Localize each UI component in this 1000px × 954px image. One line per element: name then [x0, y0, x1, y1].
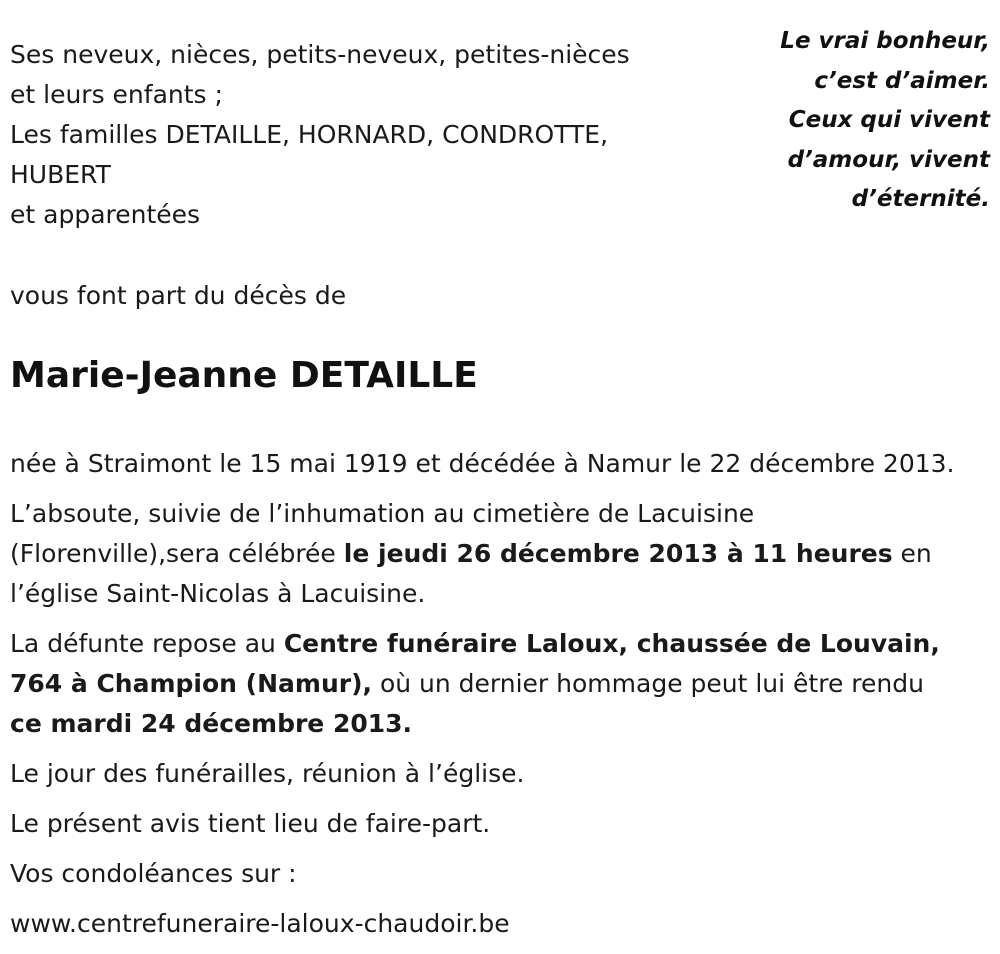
notice-body [10, 444, 995, 954]
repose-line-2 [10, 664, 995, 704]
funeral-meeting-text: Le jour des funérailles, réunion à l’église. [10, 759, 525, 788]
absoute-line-3: l’église Saint-Nicolas à Lacuisine. [10, 579, 426, 608]
condolences-paragraph [10, 854, 995, 894]
website-link[interactable]: www.centrefuneraire-laloux-chaudoir.be [10, 909, 510, 938]
announcement-intro: vous font part du décès de [10, 281, 347, 310]
family-line: et leurs enfants ; [10, 80, 223, 109]
repose-line-3 [10, 704, 995, 744]
absoute-line-2 [10, 534, 995, 574]
birth-death-paragraph [10, 444, 995, 484]
family-line: HUBERT [10, 160, 111, 189]
notice-text: Le présent avis tient lieu de faire-part. [10, 809, 491, 838]
condolences-label: Vos condoléances sur : [10, 859, 297, 888]
visitation-date: ce mardi 24 décembre 2013. [10, 709, 413, 738]
repose-line-1-text: La défunte repose au [10, 629, 284, 658]
repose-line-2-text: où un dernier hommage peut lui être rendu [372, 669, 924, 698]
absoute-paragraph [10, 494, 995, 614]
family-list [10, 35, 710, 235]
family-line: et apparentées [10, 200, 201, 229]
repose-line-1 [10, 624, 995, 664]
funeral-center-address: 764 à Champion (Namur), [10, 669, 372, 698]
website-paragraph [10, 904, 995, 944]
epigraph-quote [730, 22, 990, 220]
funeral-center-name: Centre funéraire Laloux, chaussée de Louvain, [283, 629, 940, 658]
quote-line: Ceux qui vivent [788, 107, 990, 133]
deceased-name: Marie-Jeanne DETAILLE [10, 355, 478, 396]
repose-paragraph [10, 624, 995, 744]
ceremony-datetime: le jeudi 26 décembre 2013 à 11 heures [343, 539, 893, 568]
family-line: Les familles DETAILLE, HORNARD, CONDROTTE, [10, 120, 609, 149]
absoute-line-2-text: (Florenville),sera célébrée [10, 539, 344, 568]
quote-line: Le vrai bonheur, [780, 28, 990, 54]
absoute-line-2-end: en [892, 539, 932, 568]
family-line: Ses neveux, nièces, petits-neveux, petites-nièces [10, 40, 630, 69]
quote-line: c’est d’aimer. [814, 67, 990, 94]
quote-line: d’éternité. [851, 186, 990, 212]
funeral-meeting-paragraph [10, 754, 995, 794]
notice-paragraph [10, 804, 995, 844]
birth-death-text: née à Straimont le 15 mai 1919 et décédée à Namur le 22 décembre 2013. [10, 449, 955, 478]
absoute-line-1: L’absoute, suivie de l’inhumation au cimetière de Lacuisine [10, 499, 755, 528]
quote-line: d’amour, vivent [787, 146, 990, 173]
